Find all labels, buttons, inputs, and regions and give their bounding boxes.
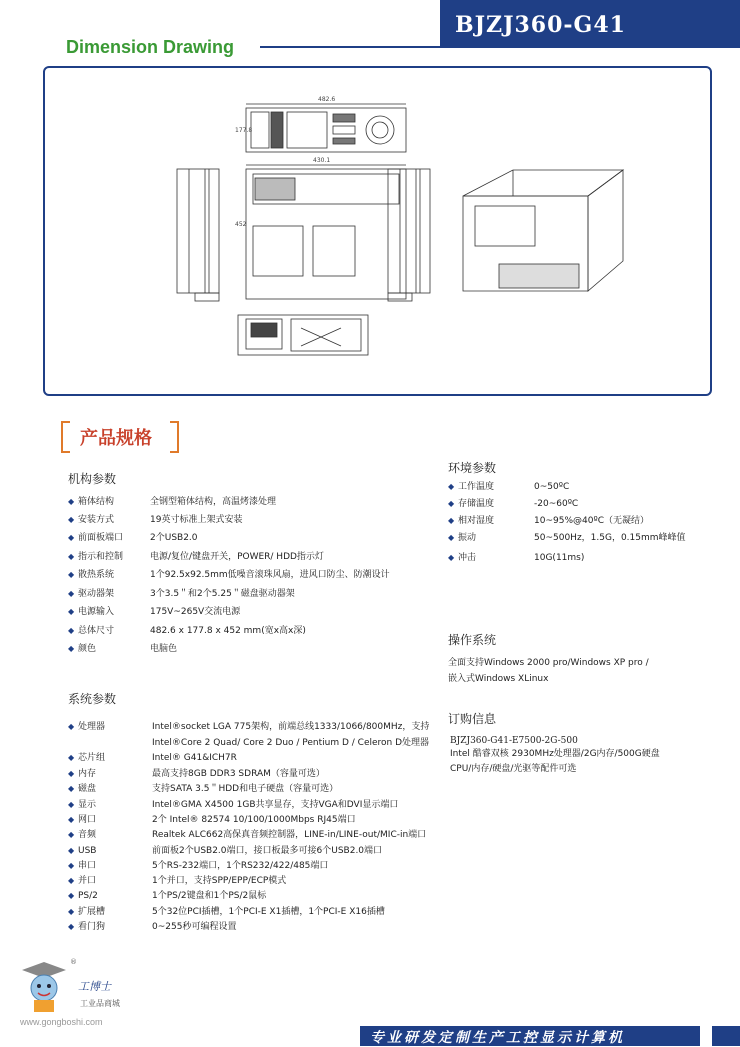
row-value: 电源/复位/键盘开关，POWER/ HDD指示灯 xyxy=(150,552,324,562)
row-value: 0~255秒可编程设置 xyxy=(152,922,237,932)
bullet-icon: ◆ xyxy=(68,533,75,542)
row-value: 5个RS-232端口，1个RS232/422/485端口 xyxy=(152,861,329,871)
mascot-logo xyxy=(14,958,74,1016)
row-value: 支持SATA 3.5＂HDD和电子硬盘（容量可选） xyxy=(152,784,339,794)
row-value: 1个PS/2键盘和1个PS/2鼠标 xyxy=(152,891,267,901)
row-key: 指示和控制 xyxy=(78,552,124,562)
bullet-icon: ◆ xyxy=(68,922,75,931)
bullet-icon: ◆ xyxy=(68,644,75,653)
row-value: Intel®GMA X4500 1GB共享显存，支持VGA和DVI显示端口 xyxy=(152,800,399,810)
bullet-icon: ◆ xyxy=(68,861,75,870)
height-dim-label: 177.8 xyxy=(235,127,253,134)
os-line-1: 全面支持Windows 2000 pro/Windows XP pro / xyxy=(448,658,649,668)
os-title: 操作系统 xyxy=(448,633,497,647)
row-value: 5个32位PCI插槽，1个PCI-E X1插槽，1个PCI-E X16插槽 xyxy=(152,907,385,917)
row-key: 内存 xyxy=(78,769,97,779)
bullet-icon: ◆ xyxy=(68,515,75,524)
rear-view-drawing xyxy=(246,104,406,152)
row-value: 2个USB2.0 xyxy=(150,533,198,543)
isometric-drawing xyxy=(463,170,623,291)
row-value: Realtek ALC662高保真音频控制器，LINE-in/LINE-out/MIC-in端口 xyxy=(152,830,427,840)
row-key: 串口 xyxy=(78,861,97,871)
row-key: 扩展槽 xyxy=(78,907,106,917)
row-value: 10~95%@40ºC（无凝结） xyxy=(534,516,649,526)
row-value: 前面板2个USB2.0端口，接口板最多可接6个USB2.0端口 xyxy=(152,846,383,856)
row-key: 处理器 xyxy=(78,722,106,732)
row-key: 箱体结构 xyxy=(78,497,115,507)
footer-slogan: 专业研发定制生产工控显示计算机 xyxy=(370,1030,625,1046)
mech-title: 机构参数 xyxy=(68,472,117,486)
row-value: 3个3.5＂和2个5.25＂磁盘驱动器架 xyxy=(150,589,295,599)
left-side-drawing xyxy=(177,169,219,301)
logo-name: 工博士 xyxy=(78,980,111,993)
env-title: 环境参数 xyxy=(448,461,497,475)
bullet-icon: ◆ xyxy=(68,722,75,731)
row-value: 2个 Intel® 82574 10/100/1000Mbps RJ45端口 xyxy=(152,815,356,825)
bullet-icon: ◆ xyxy=(448,516,455,525)
dimension-drawings xyxy=(43,66,712,396)
bullet-icon: ◆ xyxy=(68,769,75,778)
side-depth-dim-label: 452 xyxy=(235,221,247,228)
bullet-icon: ◆ xyxy=(68,815,75,824)
right-side-drawing xyxy=(388,169,430,301)
bullet-icon: ◆ xyxy=(68,891,75,900)
bullet-icon: ◆ xyxy=(68,552,75,561)
bullet-icon: ◆ xyxy=(68,497,75,506)
logo-url: www.gongboshi.com xyxy=(20,1017,103,1027)
order-line-2: Intel 酷睿双核 2930MHz处理器/2G内存/500G硬盘 xyxy=(450,749,660,759)
bullet-icon: ◆ xyxy=(68,589,75,598)
row-key: 振动 xyxy=(458,533,477,543)
bullet-icon: ◆ xyxy=(68,846,75,855)
row-key: 驱动器架 xyxy=(78,589,115,599)
bullet-icon: ◆ xyxy=(68,753,75,762)
row-key: 网口 xyxy=(78,815,97,825)
row-key: 颜色 xyxy=(78,644,97,654)
row-value: 175V~265V交流电源 xyxy=(150,607,241,617)
row-value: Intel® G41&ICH7R xyxy=(152,753,237,763)
row-value: 10G(11ms) xyxy=(534,553,585,563)
bullet-icon: ◆ xyxy=(68,800,75,809)
sys-title: 系统参数 xyxy=(68,692,117,706)
row-key: 散热系统 xyxy=(78,570,115,580)
bullet-icon: ◆ xyxy=(68,830,75,839)
order-line-3: CPU/内存/硬盘/光驱等配件可选 xyxy=(450,764,577,774)
row-value: -20~60ºC xyxy=(534,499,579,509)
row-key: 磁盘 xyxy=(78,784,97,794)
row-key: 安装方式 xyxy=(78,515,115,525)
row-key: 存储温度 xyxy=(458,499,495,509)
row-key: 工作温度 xyxy=(458,482,495,492)
row-key: 并口 xyxy=(78,876,97,886)
depth-dim-label: 430.1 xyxy=(313,157,331,164)
row-value: 0~50ºC xyxy=(534,482,570,492)
row-value: 1个92.5x92.5mm低噪音滚珠风扇，进风口防尘、防潮设计 xyxy=(150,570,390,580)
row-value: 全钢型箱体结构，高温烤漆处理 xyxy=(150,497,277,507)
row-key: 前面板端口 xyxy=(78,533,124,543)
row-key: 冲击 xyxy=(458,553,477,563)
row-value: Intel®Core 2 Quad/ Core 2 Duo / Pentium D / Celeron D处理器 xyxy=(152,738,430,748)
bullet-icon: ◆ xyxy=(68,784,75,793)
order-model: BJZJ360-G41-E7500-2G-500 xyxy=(450,736,578,746)
front-view-drawing xyxy=(238,315,368,355)
row-key: 显示 xyxy=(78,800,97,810)
bullet-icon: ◆ xyxy=(68,876,75,885)
bullet-icon: ◆ xyxy=(68,626,75,635)
order-title: 订购信息 xyxy=(448,712,497,726)
logo-sub: 工业品商城 xyxy=(80,999,120,1008)
row-key: 总体尺寸 xyxy=(78,626,115,636)
registered-mark: ® xyxy=(70,958,77,966)
row-value: Intel®socket LGA 775架构，前端总线1333/1066/800MHz，支持 xyxy=(152,722,430,732)
bullet-icon: ◆ xyxy=(68,607,75,616)
row-key: 芯片组 xyxy=(78,753,106,763)
row-key: 音频 xyxy=(78,830,97,840)
model-title: BJZJ360-G41 xyxy=(455,12,626,38)
row-key: USB xyxy=(78,846,97,856)
top-internal-drawing xyxy=(246,165,406,299)
bullet-icon: ◆ xyxy=(68,907,75,916)
spec-title: 产品规格 xyxy=(80,428,152,449)
row-value: 最高支持8GB DDR3 SDRAM（容量可选） xyxy=(152,769,325,779)
bullet-icon: ◆ xyxy=(448,499,455,508)
row-key: 电源输入 xyxy=(78,607,115,617)
row-value: 电脑色 xyxy=(150,644,178,654)
os-line-2: 嵌入式Windows XLinux xyxy=(448,674,549,684)
bullet-icon: ◆ xyxy=(68,570,75,579)
bullet-icon: ◆ xyxy=(448,533,455,542)
row-value: 19英寸标准上架式安装 xyxy=(150,515,243,525)
footer-square xyxy=(712,1026,740,1046)
dimension-drawing-title: Dimension Drawing xyxy=(66,37,235,57)
row-key: 看门狗 xyxy=(78,922,106,932)
row-value: 50~500Hz，1.5G，0.15mm峰峰值 xyxy=(534,533,686,543)
row-key: 相对湿度 xyxy=(458,516,495,526)
width-dim-label: 482.6 xyxy=(318,96,336,103)
row-value: 1个并口，支持SPP/EPP/ECP模式 xyxy=(152,876,287,886)
row-key: PS/2 xyxy=(78,891,98,901)
bullet-icon: ◆ xyxy=(448,482,455,491)
row-value: 482.6 x 177.8 x 452 mm(宽x高x深) xyxy=(150,626,306,636)
header-rule xyxy=(260,46,740,48)
bullet-icon: ◆ xyxy=(448,553,455,562)
